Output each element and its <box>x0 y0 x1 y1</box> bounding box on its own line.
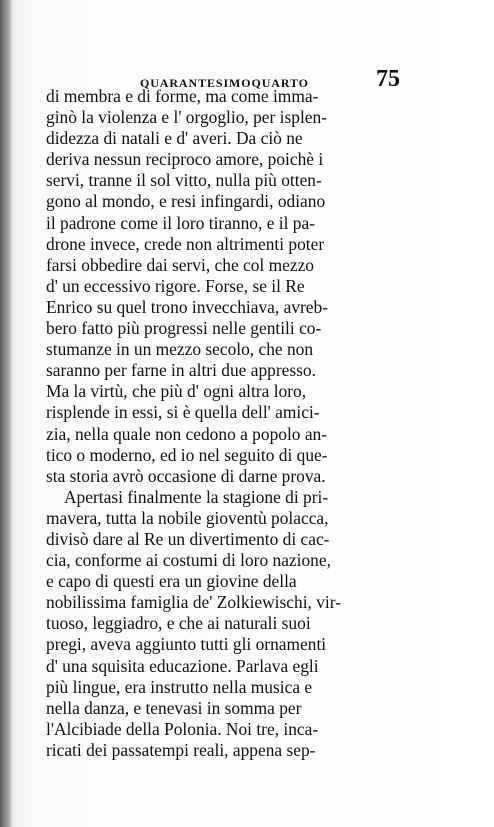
body-text <box>46 86 386 761</box>
text-line: bero fatto più progressi nelle gentili co- <box>46 318 322 339</box>
text-line: gono al mondo, e resi infingardi, odiano <box>46 191 326 212</box>
text-line: nella danza, e tenevasi in somma per <box>46 697 302 718</box>
text-line: mavera, tutta la nobile gioventù polacca, <box>46 507 329 528</box>
text-line: più lingue, era instrutto nella musica e <box>46 676 313 697</box>
text-line: cia, conforme ai costumi di loro nazione, <box>46 550 331 571</box>
text-line: divisò dare al Re un divertimento di cac- <box>46 528 330 549</box>
text-line: risplende in essi, si è quella dell' amici- <box>46 402 320 423</box>
text-line: il padrone come il loro tiranno, e il pa- <box>46 212 315 233</box>
text-line: di membra e di forme, ma come imma- <box>46 86 319 106</box>
text-line: d' una squisita educazione. Parlava egli <box>46 655 319 676</box>
text-line: nobilissima famiglia de' Zolkiewischi, vir- <box>46 592 341 613</box>
text-line: Ma la virtù, che più d' ogni altra loro, <box>46 381 307 402</box>
text-line: pregi, aveva aggiunto tutti gli ornamenti <box>46 634 327 655</box>
text-line: e capo di questi era un giovine della <box>46 571 297 592</box>
text-line: didezza di natali e d' averi. Da ciò ne <box>46 128 303 149</box>
text-line: l'Alcibiade della Polonia. Noi tre, inca- <box>46 718 319 739</box>
text-line: stumanze in un mezzo secolo, che non <box>46 339 314 360</box>
text-line: Enrico su quel trono invecchiava, avreb- <box>46 296 329 317</box>
text-line: drone invece, crede non altrimenti poter <box>46 233 325 254</box>
text-line: d' un eccessivo rigore. Forse, se il Re <box>46 275 305 296</box>
text-line: tico o moderno, ed io nel seguito di que- <box>46 444 328 465</box>
text-line: ricati dei passatempi reali, appena sep- <box>46 739 316 760</box>
text-line: deriva nessun reciproco amore, poichè i <box>46 149 324 170</box>
text-line: tuoso, leggiadro, e che ai naturali suoi <box>46 613 311 634</box>
text-line: farsi obbedire dai servi, che col mezzo <box>46 254 314 275</box>
text-line: servi, tranne il sol vitto, nulla più otten- <box>46 170 322 191</box>
text-line: saranno per farne in altri due appresso. <box>46 360 316 381</box>
text-line: zia, nella quale non cedono a popolo an- <box>46 423 328 444</box>
binding-shadow <box>0 0 12 827</box>
paragraph-start-line: Apertasi finalmente la stagione di pri- <box>64 486 329 507</box>
text-line: sta storia avrò occasione di darne prova. <box>46 465 326 486</box>
running-head: QUARANTESIMOQUARTO <box>140 76 309 90</box>
page-number: 75 <box>376 66 400 92</box>
text-line: ginò la violenza e l' orgoglio, per isplen- <box>46 107 327 128</box>
